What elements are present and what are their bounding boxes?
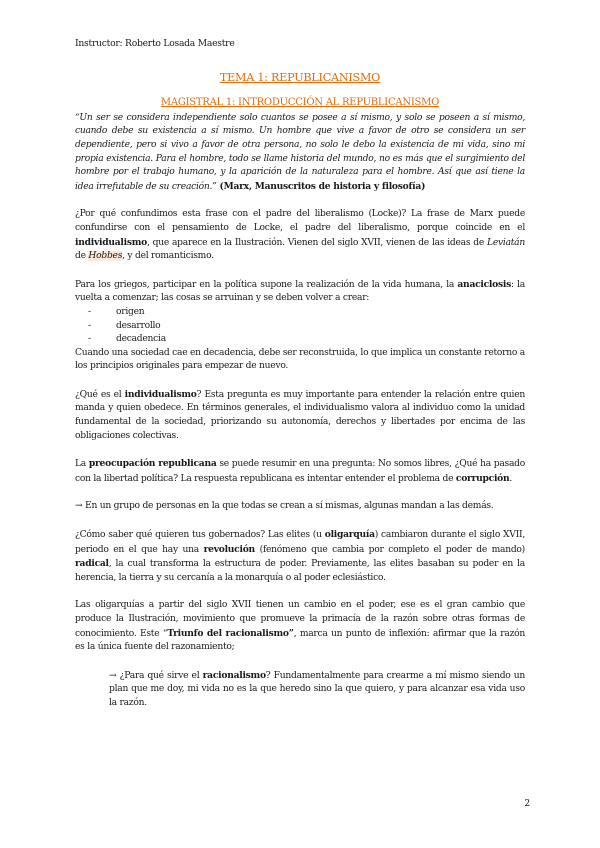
document-title: TEMA 1: REPUBLICANISMO xyxy=(219,70,381,84)
paragraph-anaciclosis: Para los griegos, participar en la política supone la realización de la vida humana, la anaciclosis: la vuelta a comenzar; las cosas se arruinan y se deben volver a crear: xyxy=(75,278,525,304)
cycle-list xyxy=(75,306,525,347)
marx-quote: “Un ser se considera independiente solo cuantos se posee a sí mismo, y solo se poseen a sí mismo, cuando debe su existencia a sí mismo. Un hombre que vive a favor de otro se considera un ser dependiente, pero si vivo a favor de otra persona, no solo le debo la existencia de mi vida, sino mi propia existencia. Para el hombre, todo se llame historia del mundo, no es más que el surgimiento del hombre por el trabajo humano, y la aparición de la naturaleza para el hombre. Así que así tiene la idea irrefutable de su creación.” (Marx, Manuscritos de historia y filosofía) xyxy=(75,112,525,192)
instructor-header: Instructor: Roberto Losada Maestre xyxy=(75,38,235,49)
list-item: - origen xyxy=(88,306,145,317)
paragraph-oligarquia: ¿Cómo saber qué quieren tus gobernados? Las elites (u oligarquía) cambiaron durante el siglo XVII, periodo en el que hay una revolución (fenómeno que cambia por completo el poder de mando) radical, la cual transforma la estructura de poder. Previamente, las elites basaban su poder en la herencia, la tierra y su cercanía a la monarquía o al poder eclesiástico. xyxy=(75,529,525,583)
paragraph-racionalismo: Las oligarquías a partir del siglo XVII tienen un cambio en el poder, ese es el gran cambio que produce la Ilustración, movimiento que promueve la primacía de la razón sobre otras formas de conocimiento. Este “Triunfo del racionalismo”, marca un punto de inflexión: afirmar que la razón es la única fuente del razonamiento; xyxy=(75,600,525,653)
term-oligarquia: oligarquía xyxy=(324,529,375,541)
term-triunfo-racionalismo: Triunfo del racionalismo” xyxy=(167,627,294,639)
term-corrupcion: corrupción xyxy=(455,472,510,484)
term-preocupacion-republicana: preocupación republicana xyxy=(88,458,217,470)
paragraph-preocupacion: La preocupación republicana se puede resumir en una pregunta: No somos libres, ¿Qué ha pasado con la libertad política? La respuesta republicana es intentar entender el problema de corrupción. xyxy=(75,458,525,484)
term-radical: radical xyxy=(75,558,109,570)
list-item: - desarrollo xyxy=(88,320,161,331)
term-racionalismo: racionalismo xyxy=(202,669,266,681)
paragraph-para-que-sirve: → ¿Para qué sirve el racionalismo? Fundamentalmente para crearme a mí mismo siendo un plan que me doy, mi vida no es la que heredo sino la que quiero, y para alcanzar esa vida uso la razón. xyxy=(109,669,526,708)
term-individualismo: individualismo xyxy=(75,236,147,248)
paragraph-arrow-note: → En un grupo de personas en la que todas se crean a sí mismas, algunas mandan a las demás. xyxy=(75,501,494,512)
quote-source-work: Manuscritos de historia y filosofía xyxy=(254,180,422,192)
paragraph-decadencia: Cuando una sociedad cae en decadencia, debe ser reconstruida, lo que implica un constante retorno a los principios originales para empezar de nuevo. xyxy=(75,347,525,372)
paragraph-liberalism: ¿Por qué confundimos esta frase con el padre del liberalismo (Locke)? La frase de Marx puede confundirse con el pensamiento de Locke, el padre del liberalismo, porque coincide en el individualismo, que aparece en la Ilustración. Vienen del siglo XVII, vienen de las ideas de Leviatán de Hobbes, y del romanticismo. xyxy=(75,209,525,262)
section-title: MAGISTRAL 1: INTRODUCCIÓN AL REPUBLICANISMO xyxy=(160,97,440,109)
paragraph-individualismo: ¿Qué es el individualismo? Esta pregunta es muy importante para entender la relación entre quien manda y quien obedece. En términos generales, el individualismo valora al individuo como la unidad fundamental de la sociedad, priorizando su autonomía, derechos y libertades por encima de las obligaciones colectivas. xyxy=(75,388,525,441)
page-number: 2 xyxy=(524,798,530,809)
term-anaciclosis: anaciclosis xyxy=(457,278,511,290)
term-hobbes: Hobbes xyxy=(88,251,123,262)
list-item: - decadencia xyxy=(88,334,166,345)
term-leviatan: Leviatán xyxy=(487,237,525,248)
term-individualismo-2: individualismo xyxy=(124,388,197,400)
quote-text: “Un ser se considera independiente solo cuantos se posee a sí mismo, y solo se poseen a sí mismo, cuando debe su existencia a sí mismo. Un hombre que vive a favor de otro se considera un ser dependiente, pero si vivo a favor de otra persona, no solo le debo la existencia de mi vida, sino mi propia existencia. Para el hombre, todo se llame historia del mundo, no es más que el surgimiento del hombre por el trabajo humano, y la aparición de la naturaleza para el hombre. Así que así tiene la idea irrefutable de su creación.” xyxy=(75,112,525,192)
term-revolucion: revolución xyxy=(203,543,255,555)
